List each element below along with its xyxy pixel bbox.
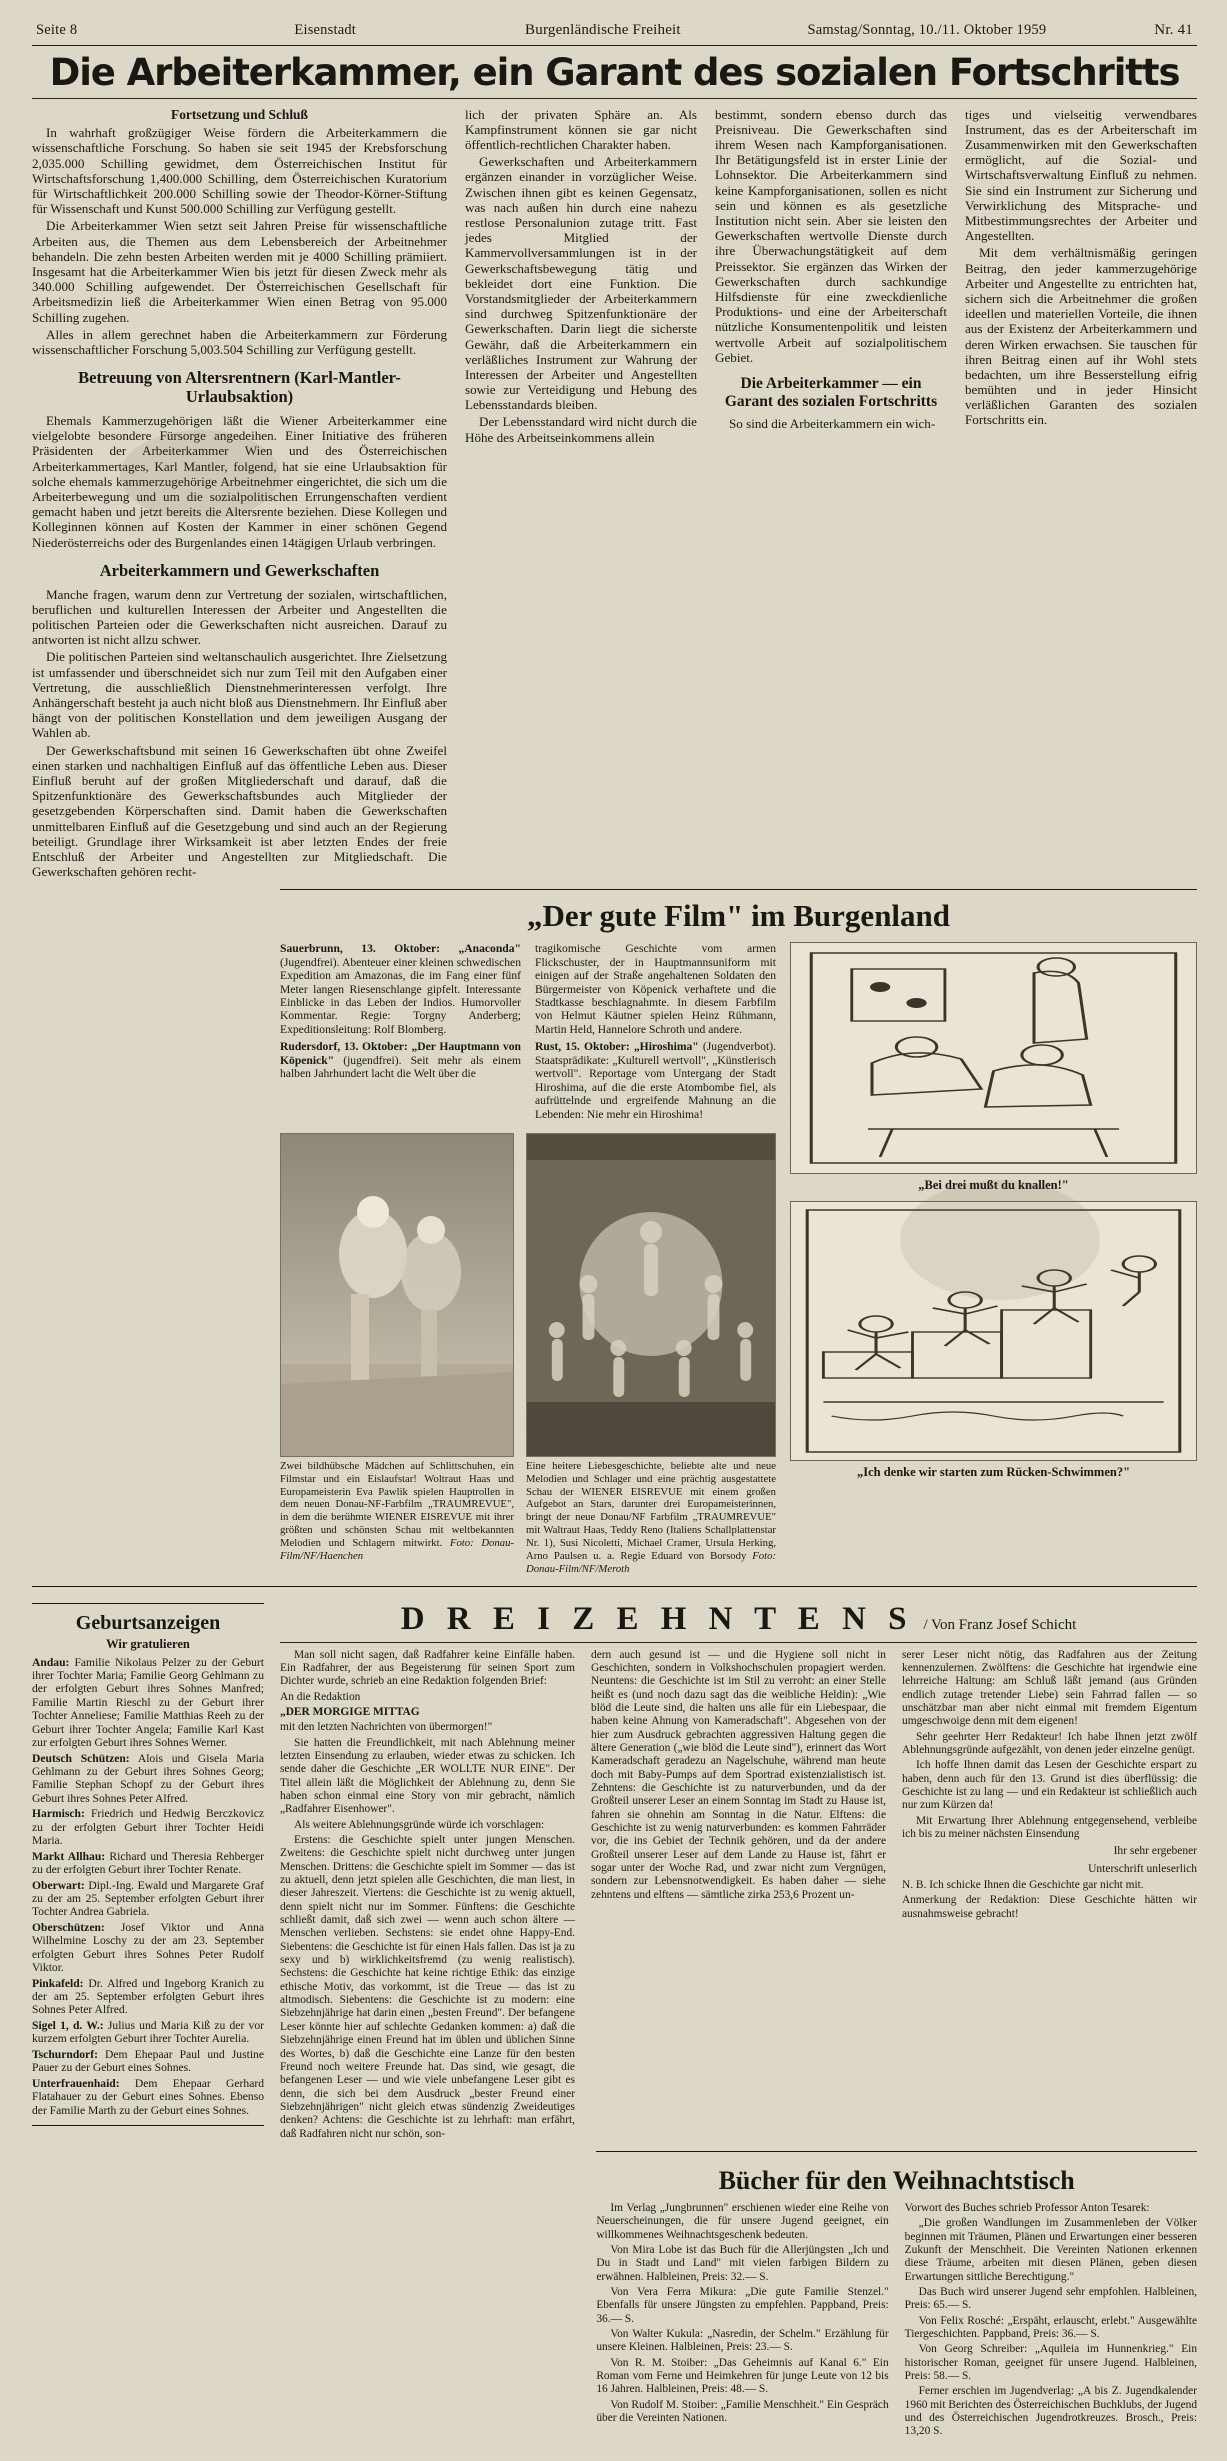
paragraph: Die politischen Parteien sind weltanschaulich ausgerichtet. Ihre Zielsetzung ist umfassender und überschneidet sich nur zum Teil mit den Aufgaben einer Vertretung, die ausschließlich Dienstnehmerinteressen verfolgt. Ihre Anhängerschaft besteht ja auch nicht bloß aus Dienstnehmern. Ihr Einfluß aber hängt von der politischen Konstellation und dem jeweiligen Ausgang der Wahlen ab. [32, 649, 447, 741]
film-photo-skaters [280, 1133, 514, 1457]
paragraph: Von Felix Rosché: „Erspäht, erlauscht, erlebt." Ausgewählte Tiergeschichten. Pappband, Preis: 36.— S. [904, 2314, 1198, 2340]
dreizehntens-byline: / Von Franz Josef Schicht [923, 1616, 1077, 1633]
publication-title: Burgenländische Freiheit [525, 22, 681, 38]
dreizehntens-section [280, 1595, 1197, 2441]
subhead-garant: Die Arbeiterkammer — ein Garant des sozialen Fortschritts [724, 374, 938, 410]
paragraph: dern auch gesund ist — und die Hygiene soll nicht in Geschichten, sondern in Volkshochschulen propagiert werden. Neuntens: die Geschichte ist im Stil zu verroht: an einer Stelle heißt es (und noch dazu sagt das die weibliche Heldin): „Wie blöd die Leute sind, die halten uns alle für ein Liebespaar, die haben keine Ahnung von Kameradschaft". Abgesehen von der hier zum Ausdruck gebrachten aggressiven Haltung gegen die ältere Generation („wie blöd die Leute sind"), erinnert das Wort Kameradschaft geradezu an Nagelschuhe, während man heute doch mit Baby-Pumps auf dem Sportrad existenzialistisch ist. Zehntens: die Geschichte ist zu naturverbunden, und da der Großteil unserer Leser an einem Sonntag im Stadt zu Hause ist, fahren sie ohnehin am Sonntag in die Natur. Elftens: die Geschichte ist zu wenig naturverbunden: es kommen Fahrräder vor, die ins Gebiet der Technik gehören, und da der andere Großteil unserer Leser auf dem Lande zu Hause ist, fährt er sogar unter der Woche Rad, und zwar nicht zum Vergnügen, sondern zur Lebensnotwendigkeit. Es haben daher — siehe zehntens und elftens — sämtliche zirka 253,6 Prozent un- [591, 1648, 886, 1901]
caption-text: Zwei bildhübsche Mädchen auf Schlittschuhen, ein Filmstar und ein Eislaufstar! Woltraut Haas und Europameisterin Eva Pawlik spielen Hauptrollen in dem neuen Donau-NF-Farbfilm „TRAUMREVUE", in dem die berühmte WIENER EISREVUE mit ihrer größten und schönsten Schau mit weltbekannten Melodien und Schlagern mitwirkt. [280, 1459, 514, 1549]
caption-credit: Foto: Donau-Film/NF/Haenchen [280, 1537, 514, 1562]
article-column-2 [465, 107, 697, 882]
paragraph: Der Lebensstandard wird nicht durch die Höhe des Arbeitseinkommens allein [465, 414, 697, 445]
paragraph: Man soll nicht sagen, daß Radfahrer keine Einfälle haben. Ein Radfahrer, der aus Begeisterung für seinen Sport zum Dichter wurde, schrieb an eine Redaktion folgenden Brief: [280, 1648, 575, 1688]
paragraph: bestimmt, sondern ebenso durch das Preisniveau. Die Gewerkschaften sind ihrem Wesen nach Kampforganisationen. Ihr Betätigungsfeld ist in erster Linie der Lohnsektor. Die Arbeiterkammern sind keine Kampforganisationen, sollen es nicht sein und können es als gesetzliche Institution nicht sein. Aber sie leisten den Gewerkschaften wertvolle Dienste durch ihre Überwachungstätigkeit auf dem Preissektor. Sie ergänzen das Wirken der Gewerkschaften durch sachkundige Hilfsdienste für eine zweckdienliche Produktions- und eine der Arbeiterschaft nützliche Konsumentenpolitik und leisten wertvolle Arbeit auf sozialpolitischem Gebiet. [715, 106, 947, 365]
publication-city: Eisenstadt [294, 22, 357, 38]
article-kicker: Fortsetzung und Schluß [171, 106, 308, 122]
film-entry [535, 942, 776, 1123]
birth-text: Julius und Maria Kiß zu der vor kurzem erfolgten Geburt ihrer Tochter Aurelia. [32, 2018, 264, 2046]
film-photo-revue [526, 1133, 776, 1457]
subhead-altersrentner: Betreuung von Altersrentnern (Karl-Mantler-Urlaubsaktion) [78, 368, 401, 407]
paragraph: Mit dem verhältnismäßig geringen Beitrag, den jeder kammerzugehörige Arbeiter und Angestellte zu entrichten hat, sichern sich die Arbeitnehmer die großen ideellen und materiellen Vorteile, die ihnen aus der Existenz der Arbeiterkammern und deren Wirken erwachsen. Sie tauschen für ihren Beitrag einen auf ihr Wohl stets bedachten, um ihre Besserstellung eifrig bemühten und in jeder Hinsicht verläßlichen Garanten des sozialen Fortschritts ein. [965, 245, 1197, 428]
paragraph: Ferner erschien im Jugendverlag: „A bis Z. Jugendkalender 1960 mit Berichten des Österreichischen Buchklubs, der Jugend und des Österreichischen Jugendrotkreuzes. Brosch., Preis: 13,20 S. [904, 2385, 1198, 2438]
paragraph: Von Mira Lobe ist das Buch für die Allerjüngsten „Ich und Du in Stadt und Land" mit vielen farbigen Bildern zu erwähnen. Halbleinen, Preis: 32.— S. [596, 2243, 889, 2283]
birth-place: Tschurndorf: [32, 2047, 98, 2061]
film-note: (jugendfrei). [343, 1053, 402, 1067]
paragraph: Mit Erwartung Ihrer Ablehnung entgegensehend, verbleibe ich bis zu meiner nächsten Einsendung [902, 1814, 1197, 1840]
film-place: Rudersdorf, 13. Oktober: [280, 1040, 408, 1054]
paragraph: mit den letzten Nachrichten von übermorgen!" [280, 1721, 493, 1734]
paragraph: Der Gewerkschaftsbund mit seinen 16 Gewerkschaften übt ohne Zweifel einen starken und nachhaltigen Einfluß auf das öffentliche Leben aus. Dieser Einfluß beruht auf der großen Mitgliederschaft und darauf, daß die Spitzenfunktionäre des Gewerkschaftsbundes auch Mitglieder der gesetzgebenden Körperschaften sind. Damit haben die Gewerkschaften unmittelbaren Einfluß auf die Gesetzgebung und sind auch an der Regierung beteiligt. Grundlage ihrer Wirksamkeit ist aber letzten Endes der freie Entschluß der Arbeiter und Angestellten zur Mitgliedschaft. Die Gewerkschaften gehören recht- [32, 742, 447, 880]
page-number: Seite 8 [36, 22, 78, 38]
film-place: Sauerbrunn, 13. Oktober: [280, 942, 440, 956]
film-text: Seit mehr als einem halben Jahrhundert lacht die Welt über die [280, 1053, 521, 1081]
paragraph: So sind die Arbeiterkammern ein wich- [729, 415, 936, 431]
paragraph: „Die großen Wandlungen im Zusammenleben der Völker beginnen mit Träumen, Plänen und Erwartungen einer besseren Zukunft der Menschheit. Die Vereinten Nationen erkennen diese Träume, arbeiten mit diesen Plänen, geben diesen Erwartungen sittliche Berechtigung." [904, 2217, 1198, 2283]
film-text: Abenteuer einer kleinen schwedischen Expedition am Amazonas, die im Fang einer fünf Meter langen Riesenschlange gipfelt. Interessante Einblicke in das Leben der Indios. Humorvoller Kommentar. Regie: Torgny Anderberg; Expeditionsleitung: Rolf Blomberg. [280, 955, 521, 1036]
issue-number: Nr. 41 [1154, 22, 1193, 38]
film-text: Staatsprädikate: „Kulturell wertvoll", „Künstlerisch wertvoll". Reportage vom Untergang der Stadt Hiroshima, auf die die erste Atombombe fiel, als aufrüttelnde und ergreifende Mahnung an die Lebenden: Nie mehr ein Hiroshima! [535, 1053, 776, 1121]
masthead [32, 22, 1197, 43]
paragraph: Die Arbeiterkammer Wien setzt seit Jahren Preise für wissenschaftliche Arbeiten aus, die Themen aus dem Lebensbereich der Arbeitnehmer behandeln. Die zehn besten Arbeiten werden mit je 4000 Schilling prämiiert. Insgesamt hat die Arbeiterkammer Wien bis jetzt für diesen Zweck mehr als 340.000 Schilling aufgewendet. Der Österreichischen Gesellschaft für Arbeitsmedizin ließ die Arbeiterkammer Wien einen Betrag von 95.000 Schilling zugehen. [32, 218, 447, 325]
dreizehntens-col-1 [280, 1649, 575, 2143]
buecher-section [596, 2151, 1197, 2441]
birth-text: Dipl.-Ing. Ewald und Margarete Graf zu der am 25. September erfolgten Geburt ihrer Tochter Andrea Gabriela. [32, 1878, 264, 1919]
birth-place: Oberwart: [32, 1878, 85, 1892]
caption-text: Eine heitere Liebesgeschichte, beliebte alte und neue Melodien und Schlager und eine prächtig ausgestattete Schau der WIENER EISREVUE mit einem großen Aufgebot an Stars, darunter drei Europameisterinnen, bringt der neue Donau/NF Farbfilm „TRAUMREVUE" mit Waltraut Haas, Teddy Reno (Italiens Schallplattenstar Nr. 1), Susi Nicoletti, Michael Cramer, Ursula Herking, Arno Paulsen u. a. Regie Eduard von Borsody [526, 1459, 776, 1562]
birth-place: Sigel 1, d. W.: [32, 2018, 104, 2032]
lead-article [32, 107, 1197, 882]
buecher-col-1 [596, 2202, 888, 2441]
editor-note: Anmerkung der Redaktion: Diese Geschichte hätten wir ausnahmsweise gebracht! [902, 1894, 1197, 1920]
film-name: „Hiroshima" [633, 1040, 699, 1054]
birth-place: Markt Allhau: [32, 1849, 106, 1863]
buecher-title: Bücher für den Weihnachtstisch [718, 2165, 1075, 2195]
article-column-4 [965, 107, 1197, 882]
film-photo-2-caption [526, 1460, 776, 1576]
paragraph: Von Vera Ferra Mikura: „Die gute Familie Stenzel." Ebenfalls für unsere Jüngsten zu empfehlen. Pappband, Preis: 36.— S. [596, 2285, 889, 2325]
birth-text: Dr. Alfred und Ingeborg Kranich zu der am 25. September erfolgten Geburt ihres Sohnes Peter Alfred. [32, 1976, 264, 2017]
film-name: „Der Hauptmann von Köpenick" [280, 1040, 521, 1067]
dreizehntens-col-2 [591, 1649, 886, 2143]
geburtsanzeigen-subtitle: Wir gratulieren [106, 1636, 190, 1651]
signature-name: Unterschrift unleserlich [1088, 1863, 1197, 1876]
masthead-rule [32, 45, 1197, 46]
article-column-3 [715, 107, 947, 882]
paragraph: Gewerkschaften und Arbeiterkammern ergänzen einander in vorzüglicher Weise. Zwischen ihnen gibt es keinen Gegensatz, was nach außen hin durch eine nahezu restlose Personalunion zutage tritt. Fast jedes Mitglied der Kammervollversammlungen ist in der Gewerkschaftsbewegung tätig und bekleidet dort eine Funktion. Die Vorstandsmitglieder der Arbeiterkammern sind durchweg Spitzenfunktionäre der Gewerkschaften. Darin liegt die sicherste Gewähr, daß die Arbeiterkammern ein verläßliches Instrument zur Wahrung der Interessen der Arbeiter und Angestellten sowie zur Verteidigung und Hebung des Lebensstandards bleiben. [465, 154, 697, 413]
paragraph: „DER MORGIGE MITTAG [280, 1705, 420, 1718]
caption-credit: Foto: Donau-Film/NF/Meroth [526, 1549, 777, 1575]
paragraph: N. B. Ich schicke Ihnen die Geschichte gar nicht mit. [902, 1878, 1144, 1891]
birth-place: Andau: [32, 1655, 70, 1669]
birth-place: Oberschützen: [32, 1920, 105, 1934]
film-section-title: „Der gute Film" im Burgenland [526, 898, 951, 934]
birth-place: Deutsch Schützen: [32, 1751, 130, 1765]
birth-text: Dem Ehepaar Paul und Justine Pauer zu der Geburt eines Sohnes. [32, 2047, 265, 2075]
paragraph: Von Georg Schreiber: „Aquileia im Hunnenkrieg." Ein historischer Roman, geeignet für unsere Jugend. Halbleinen, Preis: 58.— S. [904, 2343, 1198, 2383]
film-place: Rust, 15. Oktober: [535, 1040, 630, 1054]
birth-text: Alois und Gisela Maria Gehlmann zu der Geburt ihres Sohnes Georg; Familie Stephan Schopf zu der Geburt ihres Geburt ihres Sohnes Peter Alfred. [32, 1751, 264, 1805]
paragraph: An die Redaktion [280, 1690, 361, 1703]
paragraph: Sehr geehrter Herr Redakteur! Ich habe Ihnen jetzt zwölf Ablehnungsgründe aufgezählt, von denen jeder einzelne genügt. [902, 1730, 1197, 1756]
paragraph: Von Rudolf M. Stoiber: „Familie Menschheit." Ein Gespräch über die Vereinten Nationen. [596, 2398, 889, 2425]
paragraph: In wahrhaft großzügiger Weise fördern die Arbeiterkammern die wissenschaftliche Forschung. So haben sie seit 1945 der Krebsforschung 2,035.000 Schilling gewidmet, dem Österreichischen Institut für Wirtschaftsforschung 1,400.000 Schilling, dem Österreichischen Kuratorium für Wirtschaftlichkeit 200.000 Schilling sowie der Theodor-Körner-Stiftung für Wissenschaft und Kunst 500.000 Schilling zur Verfügung gestellt. [32, 125, 447, 217]
subhead-gewerkschaften: Arbeiterkammern und Gewerkschaften [99, 560, 380, 580]
birth-text: Familie Nikolaus Pelzer zu der Geburt ihrer Tochter Maria; Familie Georg Gehlmann zu der erfolgten Geburt ihres Sohnes Manfred; Familie Martin Rieschl zu der Geburt ihrer Tochter Anneliese; Familie Matthias Reeh zu der Geburt ihrer Tochter Angela; Familie Karl Kast zur erfolgten Geburt ihres Sohnes Werner. [32, 1655, 264, 1750]
article-column-1 [32, 107, 447, 882]
film-entries [280, 942, 776, 1123]
paragraph: Als weitere Ablehnungsgründe würde ich vorschlagen: [294, 1818, 545, 1831]
cartoon-shooting [790, 942, 1197, 1174]
dreizehntens-col-3 [902, 1649, 1197, 2143]
paragraph: Von Walter Kukula: „Nasredin, der Schelm." Erzählung für unsere Kleinen. Halbleinen, Preis: 23.— S. [596, 2328, 889, 2354]
main-headline: Die Arbeiterkammer, ein Garant des sozialen Fortschritts [49, 51, 1180, 94]
birth-text: Richard und Theresia Rehberger zu der erfolgten Geburt ihrer Tochter Renate. [32, 1849, 265, 1877]
dreizehntens-header [280, 1601, 1197, 1638]
geburtsanzeigen-column [32, 1595, 264, 2441]
film-name: „Anaconda" [458, 942, 521, 956]
birth-text: Dem Ehepaar Gerhard Flatahauer zu der Geburt eines Sohnes. Ebenso der Familie Marth zu der Geburt eines Sohnes. [32, 2076, 264, 2117]
film-note: (Jugendfrei). [280, 955, 340, 969]
buecher-col-2 [905, 2202, 1197, 2441]
headline-rule [32, 98, 1197, 99]
geburtsanzeigen-box [32, 1603, 264, 2126]
paragraph: Im Verlag „Jungbrunnen" erschienen wieder eine Reihe von Neuerscheinungen, die für unsere Jugend geeignet, ein willkommenes Weihnachtsgeschenk bedeuten. [596, 2201, 889, 2241]
section-rule [32, 1586, 1197, 1587]
birth-text: Friedrich und Hedwig Berczkovicz zu der erfolgten Geburt ihrer Tochter Heidi Maria. [32, 1807, 264, 1848]
left-column-spacer [32, 889, 264, 1575]
paragraph: serer Leser nicht nötig, das Radfahren aus der Zeitung kennenzulernen. Zwölftens: die Geschichte hat irgendwie eine lehrreiche Haltung: am Schluß läßt jemand (aus Gründen endlich zutage tretender Liebe) sein Fahrrad fallen — so unschätzbar man aber nicht einmal mit fremdem Eigentum umgeschwoige denn mit dem eigenen! [902, 1648, 1197, 1728]
cartoon-1-caption: „Bei drei mußt du knallen!" [918, 1178, 1069, 1193]
dreizehntens-title: D R E I Z E H N T E N S [400, 1600, 914, 1637]
film-note: (Jugendverbot). [702, 1040, 776, 1054]
film-entry [280, 942, 521, 1123]
cartoon-swimming [790, 1201, 1197, 1461]
birth-text: Josef Viktor und Anna Wilhelmine Loschy zu der am 23. September erfolgten Geburt ihres Sohnes Peter Rudolf Viktor. [32, 1920, 264, 1975]
birth-place: Pinkafeld: [32, 1976, 84, 1990]
geburtsanzeigen-title: Geburtsanzeigen [75, 1611, 221, 1634]
film-photo-1-caption [280, 1460, 514, 1563]
paragraph: Ehemals Kammerzugehörigen läßt die Wiener Arbeiterkammer eine vielgelobte besondere Fürsorge angedeihen. Einer Initiative des früheren Präsidenten der Arbeiterkammer Wien und des Österreichischen Arbeiterkammertages, Karl Mantler, folgend, hat sie eine Urlaubsaktion für solche ehemals kammerzugehörige Arbeitnehmer eingerichtet, die sich um die Arbeiterbewegung und um die sozialpolitischen Errungenschaften verdient gemacht haben und jetzt bereits die Altersrente beziehen. Diese Kollegen und Kolleginnen können auf Kosten der Kammer in einer schönen Gegend Niederösterreichs oder des Burgenlandes einen 14tägigen Urlaub verbringen. [32, 413, 447, 550]
paragraph: Sie hatten die Freundlichkeit, mit nach Ablehnung meiner letzten Einsendung zu erlauben, wieder etwas zu schicken. Ich sende daher die Geschichte „ER WOLLTE NUR EINE". Der Titel allein läßt die Möglichkeit der Ablehnung zu, denn Sie haben schon einmal eine Story von mir gebracht, nämlich „Radfahrer Eisenhower". [280, 1736, 575, 1816]
signature-line: Ihr sehr ergebener [1113, 1845, 1197, 1858]
paragraph: Manche fragen, warum denn zur Vertretung der sozialen, wirtschaftlichen, beruflichen und kulturellen Interessen der Arbeiter und Angestellten die politischen Parteien oder die Gewerkschaften nicht ausreichen. Darauf zu antworten ist nicht allzu schwer. [32, 586, 447, 648]
paragraph: Das Buch wird unserer Jugend sehr empfohlen. Halbleinen, Preis: 65.— S. [904, 2285, 1198, 2312]
paragraph: Alles in allem gerechnet haben die Arbeiterkammern zur Förderung wissenschaftlicher Forschung 5,003.504 Schilling zur Verfügung gestellt. [32, 326, 447, 357]
birth-place: Harmisch: [32, 1807, 85, 1821]
paragraph: lich der privaten Sphäre an. Als Kampfinstrument können sie gar nicht öffentlich-rechtlichen Charakter haben. [465, 106, 697, 153]
film-section [280, 889, 1197, 1575]
publication-date: Samstag/Sonntag, 10./11. Oktober 1959 [807, 22, 1047, 38]
birth-place: Unterfrauenhaid: [32, 2076, 120, 2090]
paragraph: Von R. M. Stoiber: „Das Geheimnis auf Kanal 6." Ein Roman vom Ferne und Heimkehren für junge Leute von 12 bis 16 Jahren. Halbleinen, Preis: 48.— S. [596, 2356, 889, 2396]
paragraph: tiges und vielseitig verwendbares Instrument, das es der Arbeiterschaft im Zusammenwirken mit den Gewerkschaften ermöglicht, auf die Sozial- und Wirtschaftsverwaltung Einfluß zu nehmen. Sie sind ein Instrument zur Sicherung und Verwirklichung des Mitsprache- und Mitbestimmungsrechtes der Arbeiter und Angestellten. [965, 106, 1197, 244]
cartoon-2-caption: „Ich denke wir starten zum Rücken-Schwimmen?" [856, 1465, 1131, 1480]
paragraph: Ich hoffe Ihnen damit das Lesen der Geschichte erspart zu haben, denn auch für den 13. Grund ist dies überflüssig: die Geschichte ist zu lang — und ein Redakteur ist schließlich auch nur zum Kürzen da! [902, 1759, 1197, 1812]
paragraph: Vorwort des Buches schrieb Professor Anton Tesarek: [904, 2201, 1150, 2214]
film-text: tragikomische Geschichte vom armen Flickschuster, der in Hauptmannsuniform mit einigen auf der Straße angehaltenen Soldaten den Bürgermeister von Köpenick verhaftete und die Stadtkasse beschlagnahmte. In diesem Farbfilm von Helmut Käutner spielen Heinz Rühmann, Martin Held, Hannelore Schroth und andere. [535, 942, 776, 1036]
dreizehntens-rule [280, 1642, 1197, 1643]
paragraph: Erstens: die Geschichte spielt unter jungen Menschen. Zweitens: die Geschichte spielt nicht durchweg unter jungen Menschen. Drittens: die Geschichte spielt im Sommer — das ist zu aktuell, denn jetzt spielen alle Geschichten, die man liest, in dieser Jahreszeit. Viertens: die Geschichte ist zu wenig aktuell, denn spielt nicht nur im Sommer. Fünftens: die Geschichte schließt damit, daß sich zwei — wenn auch schon ältere — Menschen verlieben. Sechstens: sie endet ohne Happy-End. Siebentens: die Geschichte ist für einen Hals fallen. Das ist ja zu sexy und b) wirklichkeitsfremd (zu wenig realistisch). Sechstens: die Geschichte hat keine richtige Ethik: das einzige ethische Motiv, das vorkommt, ist die Treue — das ist zu altmodisch. Siebentens: die Geschichte ist zu modern: eine Siebzehnjährige hat darin einen „besten Freund". Der befangene Leser könnte hier auf schlechte Gedanken kommen: a) daß die Siebzehnjährige einen Freund hat im üblen und üblichen Sinne des Wortes, b) daß die Geschichte eine Lanze für den besten Freund noch weitere Freunde hat. Das sind, wie gesagt, die befangenen Leser — und wie viele unbefangene Leser gibt es denn, die sich bei dem Ausdruck „bester Freund einer Siebzehnjährigen" nicht gleich etwas sündenzig Zweideutiges denken? Achtens: die Geschichte ist zu lehrhaft: man erfährt, daß Radfahren nicht nur schön, son- [280, 1834, 575, 2140]
